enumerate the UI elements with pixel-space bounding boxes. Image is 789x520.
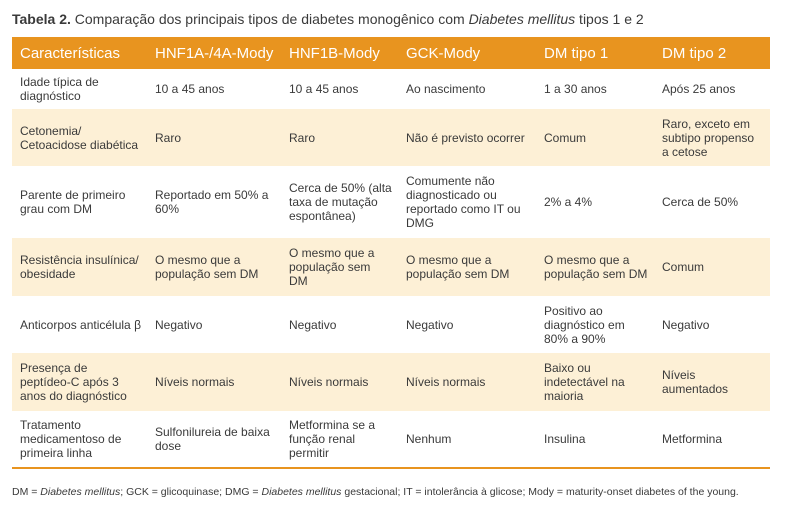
table-row <box>12 238 770 296</box>
table-cell: Sulfonilureia de baixa dose <box>147 411 281 468</box>
table-cell: Metformina se a função renal permitir <box>281 411 398 468</box>
table-cell: Presença de peptídeo-C após 3 anos do diagnóstico <box>12 353 147 411</box>
table-cell: Negativo <box>654 296 770 353</box>
table-cell: Metformina <box>654 411 770 468</box>
table-row <box>12 166 770 238</box>
caption-text-end: tipos 1 e 2 <box>575 11 644 27</box>
caption-italic: Diabetes mellitus <box>468 11 576 27</box>
table-cell: O mesmo que a população sem DM <box>536 238 654 296</box>
footnote-italic: Diabetes mellitus <box>261 486 342 498</box>
table-cell: Comumente não diagnosticado ou reportado como IT ou DMG <box>398 166 536 238</box>
footnote-text: DM = <box>12 486 41 498</box>
table-cell: O mesmo que a população sem DM <box>147 238 281 296</box>
table-cell: Anticorpos anticélula β <box>12 296 147 353</box>
caption-label: Tabela 2. <box>12 11 71 27</box>
table-cell: Negativo <box>398 296 536 353</box>
table-cell: Ao nascimento <box>398 69 536 109</box>
header-cell: GCK-Mody <box>398 37 536 69</box>
table-cell: Baixo ou indetectável na maioria <box>536 353 654 411</box>
table-cell: Parente de primeiro grau com DM <box>12 166 147 238</box>
table-cell: Reportado em 50% a 60% <box>147 166 281 238</box>
table-cell: Negativo <box>281 296 398 353</box>
table-row <box>12 109 770 166</box>
footnote-italic: Diabetes mellitus <box>40 486 121 498</box>
table-cell: 10 a 45 anos <box>147 69 281 109</box>
table-caption <box>12 10 644 28</box>
table-row <box>12 411 770 468</box>
table-cell: Cerca de 50% <box>654 166 770 238</box>
table-cell: Idade típica de diagnóstico <box>12 69 147 109</box>
table-cell: O mesmo que a população sem DM <box>281 238 398 296</box>
table-cell: Cetonemia/ Cetoacidose diabética <box>12 109 147 166</box>
table-cell: Cerca de 50% (alta taxa de mutação espontânea) <box>281 166 398 238</box>
header-cell: HNF1A-/4A-Mody <box>147 37 281 69</box>
table-row <box>12 296 770 353</box>
table-cell: Comum <box>654 238 770 296</box>
table-cell: 10 a 45 anos <box>281 69 398 109</box>
header-cell: HNF1B-Mody <box>281 37 398 69</box>
table-cell: Níveis normais <box>398 353 536 411</box>
table-cell: Tratamento medicamentoso de primeira linha <box>12 411 147 468</box>
table-cell: Nenhum <box>398 411 536 468</box>
table-cell: Insulina <box>536 411 654 468</box>
table-row <box>12 353 770 411</box>
table-cell: Níveis normais <box>147 353 281 411</box>
table-cell: O mesmo que a população sem DM <box>398 238 536 296</box>
table-cell: Não é previsto ocorrer <box>398 109 536 166</box>
table-cell: Raro <box>281 109 398 166</box>
footnote-text: gestacional; IT = intolerância à glicose; Mody = maturity-onset diabetes of the young. <box>341 486 739 498</box>
caption-text: Comparação dos principais tipos de diabetes monogênico com <box>70 11 469 27</box>
table-row <box>12 69 770 109</box>
table-cell: Após 25 anos <box>654 69 770 109</box>
comparison-table <box>12 37 770 469</box>
table-cell: Positivo ao diagnóstico em 80% a 90% <box>536 296 654 353</box>
header-cell: Características <box>12 37 147 69</box>
header-row <box>12 37 770 69</box>
table-cell: Raro <box>147 109 281 166</box>
table-footnote <box>12 486 739 498</box>
table-cell: Resistência insulínica/ obesidade <box>12 238 147 296</box>
table-cell: Níveis normais <box>281 353 398 411</box>
header-cell: DM tipo 2 <box>654 37 770 69</box>
footnote-text: ; GCK = glicoquinase; DMG = <box>120 486 262 498</box>
table-cell: 1 a 30 anos <box>536 69 654 109</box>
table-cell: Raro, exceto em subtipo propenso a cetose <box>654 109 770 166</box>
table-cell: Negativo <box>147 296 281 353</box>
table-cell: 2% a 4% <box>536 166 654 238</box>
table-cell: Comum <box>536 109 654 166</box>
table-cell: Níveis aumentados <box>654 353 770 411</box>
header-cell: DM tipo 1 <box>536 37 654 69</box>
